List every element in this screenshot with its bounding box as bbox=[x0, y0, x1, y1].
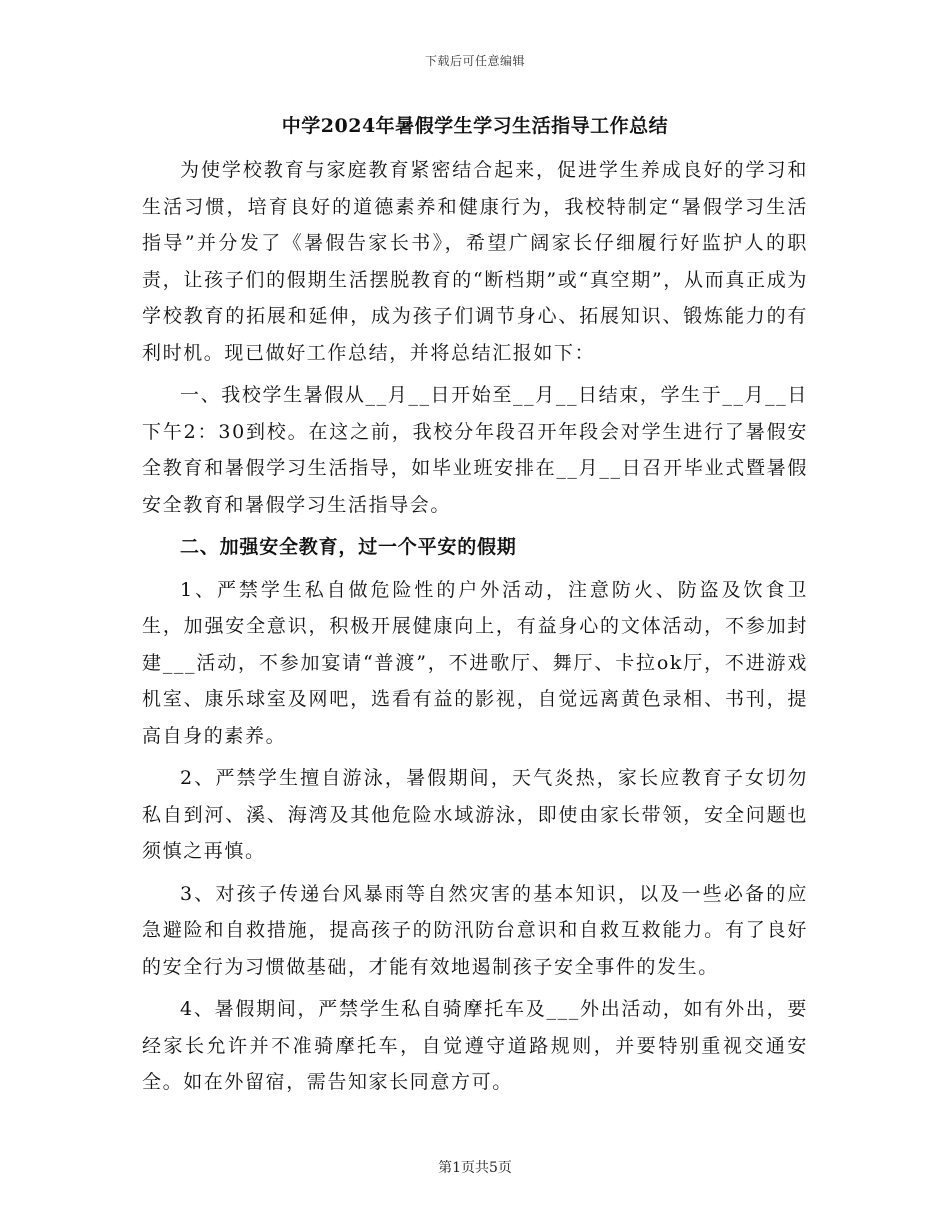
item-3-paragraph: 3、对孩子传递台风暴雨等自然灾害的基本知识，以及一些必备的应急避险和自救措施，提高孩子的防汛防台意识和自救互救能力。有了良好的安全行为习惯做基础，才能有效地遏制孩子安全事件的发生。 bbox=[142, 882, 808, 978]
document-body bbox=[142, 106, 808, 1107]
page-indicator: 第1页共5页 bbox=[438, 1160, 512, 1176]
intro-paragraph: 为使学校教育与家庭教育紧密结合起来，促进学生养成良好的学习和生活习惯，培育良好的道德素养和健康行为，我校特制定“暑假学习生活指导”并分发了《暑假告家长书》，希望广阔家长仔细履行好监护人的职责，让孩子们的假期生活摆脱教育的“断档期”或“真空期”，从而真正成为学校教育的拓展和延伸，成为孩子们调节身心、拓展知识、锻炼能力的有利时机。现已做好工作总结，并将总结汇报如下： bbox=[142, 159, 808, 364]
section-one-paragraph: 一、我校学生暑假从__月__日开始至__月__日结束，学生于__月__日下午2：30到校。在这之前，我校分年段召开年段会对学生进行了暑假安全教育和暑假学习生活指导，如毕业班安排在__月__日召开毕业式暨暑假安全教育和暑假学习生活指导会。 bbox=[142, 384, 808, 516]
section-two-heading: 二、加强安全教育，过一个平安的假期 bbox=[180, 536, 517, 558]
document-title: 中学2024年暑假学生学习生活指导工作总结 bbox=[281, 115, 669, 137]
item-1-paragraph: 1、严禁学生私自做危险性的户外活动，注意防火、防盗及饮食卫生，加强安全意识，积极开展健康向上，有益身心的文体活动，不参加封建___活动，不参加宴请“普渡”，不进歌厅、舞厅、卡拉ok厅，不进游戏机室、康乐球室及网吧，选看有益的影视，自觉远离黄色录相、书刊，提高自身的素养。 bbox=[142, 578, 808, 747]
item-2-paragraph: 2、严禁学生擅自游泳，暑假期间，天气炎热，家长应教育子女切勿私自到河、溪、海湾及其他危险水域游泳，即使由家长带领，安全问题也须慎之再慎。 bbox=[142, 767, 808, 862]
item-4-paragraph: 4、暑假期间，严禁学生私自骑摩托车及___外出活动，如有外出，要经家长允许并不准骑摩托车，自觉遵守道路规则，并要特别重视交通安全。如在外留宿，需告知家长同意方可。 bbox=[142, 998, 808, 1093]
header-note: 下载后可任意编辑 bbox=[424, 54, 525, 68]
